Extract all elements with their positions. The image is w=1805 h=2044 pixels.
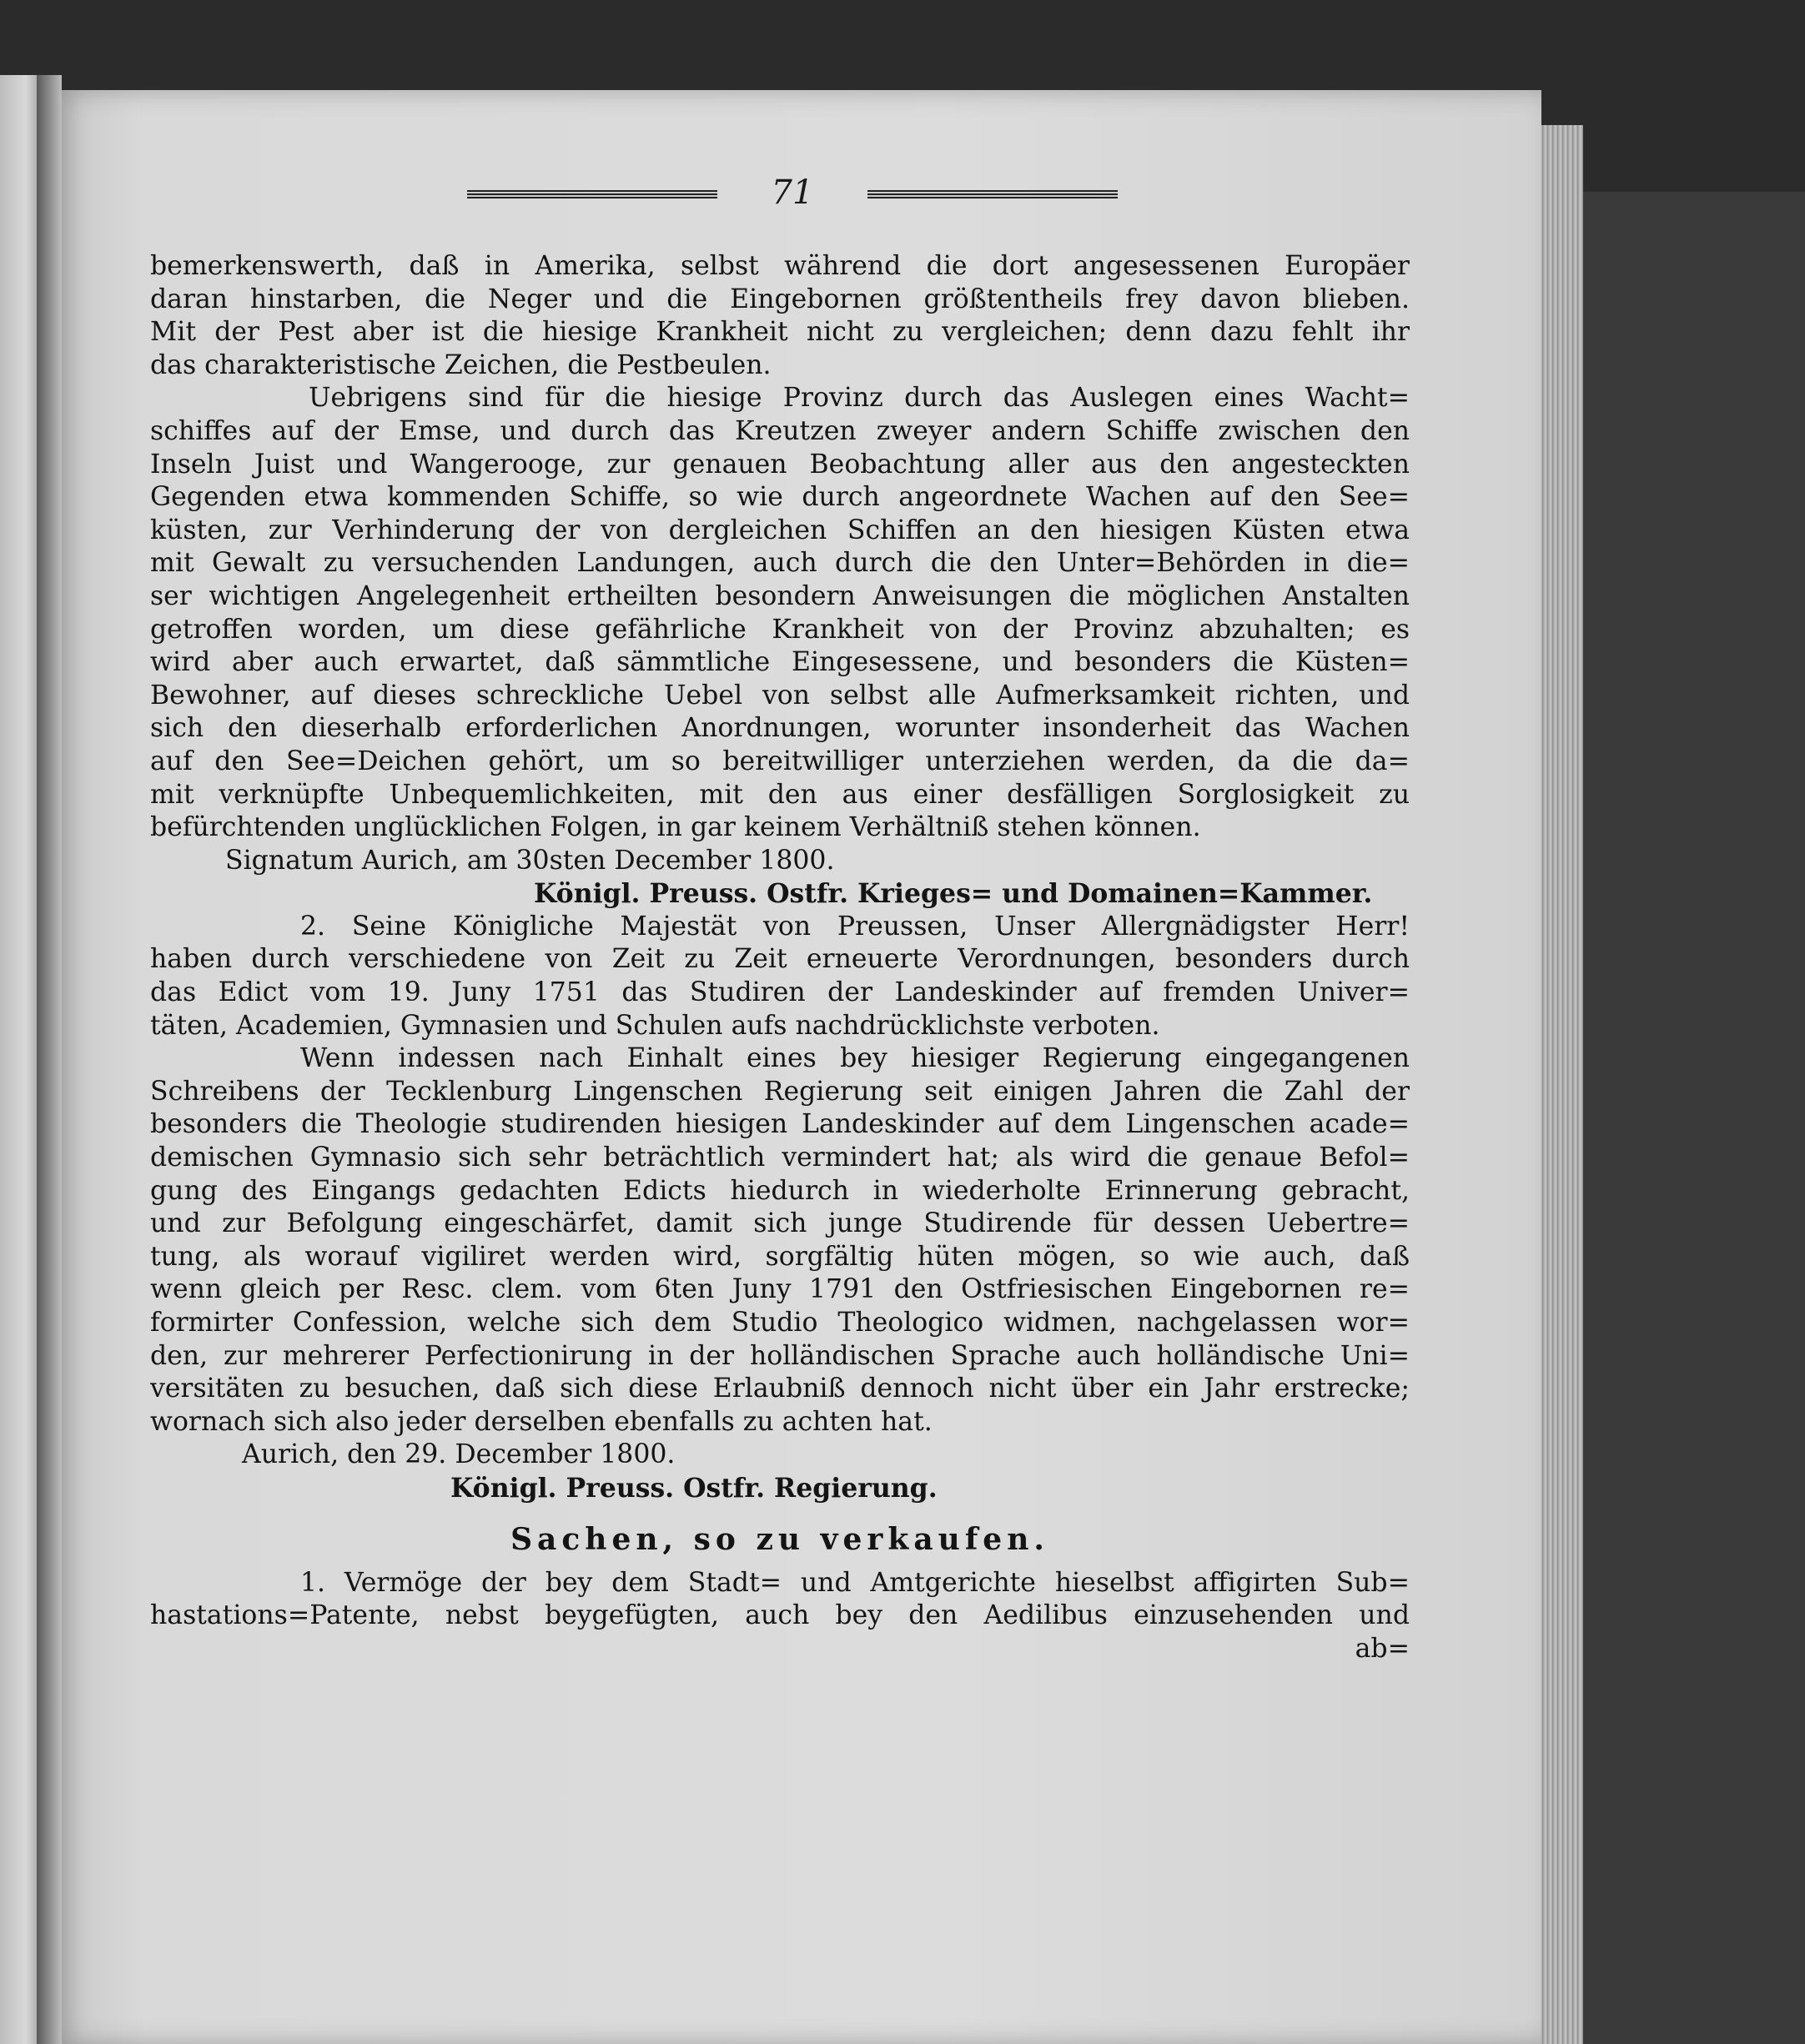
text-line: mit verknüpfte Unbequemlichkeiten, mit den aus einer desfälligen Sorglosigkeit zu bbox=[150, 779, 1410, 810]
text-line: formirter Confession, welche sich dem Studio Theologico widmen, nachgelassen wor= bbox=[150, 1308, 1410, 1338]
authority-line: Königl. Preuss. Ostfr. Regierung. bbox=[450, 1472, 938, 1504]
text-line: das charakteristische Zeichen, die Pestbeulen. bbox=[150, 349, 772, 380]
book-cover-board bbox=[1576, 192, 1805, 2044]
text-line: versitäten zu besuchen, daß sich diese Erlaubniß dennoch nicht über ein Jahr erstrecke; bbox=[150, 1374, 1410, 1404]
text-line: täten, Academien, Gymnasien und Schulen aufs nachdrücklichste verboten. bbox=[150, 1010, 1160, 1041]
authority-line: Königl. Preuss. Ostfr. Krieges= und Domainen=Kammer. bbox=[534, 878, 1373, 910]
text-line: auf den See=Deichen gehört, um so bereitwilliger unterziehen werden, da die da= bbox=[150, 746, 1410, 776]
text-line: hastations=Patente, nebst beygefügten, auch bey den Aedilibus einzusehenden und bbox=[150, 1600, 1410, 1631]
text-line: mit Gewalt zu versuchenden Landungen, auch durch die den Unter=Behörden in die= bbox=[150, 548, 1410, 579]
text-line: besonders die Theologie studirenden hiesigen Landeskinder auf dem Lingenschen acade= bbox=[150, 1109, 1410, 1140]
text-line: daran hinstarben, die Neger und die Eingebornen größtentheils frey davon blieben. bbox=[150, 284, 1410, 314]
signature-line: Aurich, den 29. December 1800. bbox=[242, 1439, 676, 1470]
page-body bbox=[150, 250, 1410, 1665]
text-line: befürchtenden unglücklichen Folgen, in gar keinem Verhältniß stehen können. bbox=[150, 812, 1201, 843]
text-line: den, zur mehrerer Perfectionirung in der holländischen Sprache auch holländische Uni= bbox=[150, 1340, 1410, 1371]
text-line: ser wichtigen Angelegenheit ertheilten besondern Anweisungen die möglichen Anstalten bbox=[150, 580, 1410, 611]
text-line: schiffes auf der Emse, und durch das Kreutzen zweyer andern Schiffe zwischen den bbox=[150, 415, 1410, 446]
text-line: wornach sich also jeder derselben ebenfalls zu achten hat. bbox=[150, 1406, 933, 1437]
text-line: bemerkenswerth, daß in Amerika, selbst während die dort angesessenen Europäer bbox=[150, 251, 1410, 281]
page-number: 71 bbox=[771, 173, 814, 212]
text-line: Schreibens der Tecklenburg Lingenschen Regierung seit einigen Jahren die Zahl der bbox=[150, 1076, 1410, 1107]
header-rule-left bbox=[467, 190, 717, 198]
gutter-shadow bbox=[37, 75, 62, 2044]
text-line: Mit der Pest aber ist die hiesige Krankheit nicht zu vergleichen; denn dazu fehlt ihr bbox=[150, 317, 1410, 348]
text-line: demischen Gymnasio sich sehr beträchtlich vermindert hat; als wird die genaue Befol= bbox=[150, 1143, 1410, 1173]
page-header bbox=[467, 173, 1118, 215]
text-line: wenn gleich per Resc. clem. vom 6ten Juny 1791 den Ostfriesischen Eingebornen re= bbox=[150, 1274, 1410, 1305]
catchword: ab= bbox=[1355, 1633, 1410, 1664]
header-rule-right bbox=[867, 190, 1118, 198]
text-line: haben durch verschiedene von Zeit zu Zeit erneuerte Verordnungen, besonders durch bbox=[150, 944, 1410, 975]
signature-line: Signatum Aurich, am 30sten December 1800. bbox=[225, 845, 835, 876]
text-line: Wenn indessen nach Einhalt eines bey hiesiger Regierung eingegangenen bbox=[300, 1043, 1410, 1074]
text-line: Bewohner, auf dieses schreckliche Uebel von selbst alle Aufmerksamkeit richten, und bbox=[150, 680, 1410, 711]
text-line: Inseln Juist und Wangerooge, zur genauen Beobachtung aller aus den angesteckten bbox=[150, 449, 1410, 480]
text-line: 2. Seine Königliche Majestät von Preussen, Unser Allergnädigster Herr! bbox=[300, 911, 1410, 942]
text-line: sich den dieserhalb erforderlichen Anordnungen, worunter insonderheit das Wachen bbox=[150, 713, 1410, 744]
text-line: und zur Befolgung eingeschärfet, damit sich junge Studirende für dessen Uebertre= bbox=[150, 1208, 1410, 1239]
text-line: küsten, zur Verhinderung der von dergleichen Schiffen an den hiesigen Küsten etwa bbox=[150, 515, 1410, 545]
section-title: Sachen, so zu verkaufen. bbox=[510, 1521, 1049, 1557]
text-line: wird aber auch erwartet, daß sämmtliche Eingesessene, und besonders die Küsten= bbox=[150, 647, 1410, 678]
text-line: tung, als worauf vigiliret werden wird, sorgfältig hüten mögen, so wie auch, daß bbox=[150, 1241, 1410, 1272]
text-line: gung des Eingangs gedachten Edicts hiedurch in wiederholte Erinnerung gebracht, bbox=[150, 1175, 1410, 1206]
text-line: Uebrigens sind für die hiesige Provinz durch das Auslegen eines Wacht= bbox=[309, 383, 1410, 414]
text-line: 1. Vermöge der bey dem Stadt= und Amtgerichte hieselbst affigirten Sub= bbox=[300, 1567, 1410, 1598]
text-line: Gegenden etwa kommenden Schiffe, so wie durch angeordnete Wachen auf den See= bbox=[150, 482, 1410, 513]
text-line: das Edict vom 19. Juny 1751 das Studiren der Landeskinder auf fremden Univer= bbox=[150, 977, 1410, 1008]
text-line: getroffen worden, um diese gefährliche Krankheit von der Provinz abzuhalten; es bbox=[150, 614, 1410, 645]
